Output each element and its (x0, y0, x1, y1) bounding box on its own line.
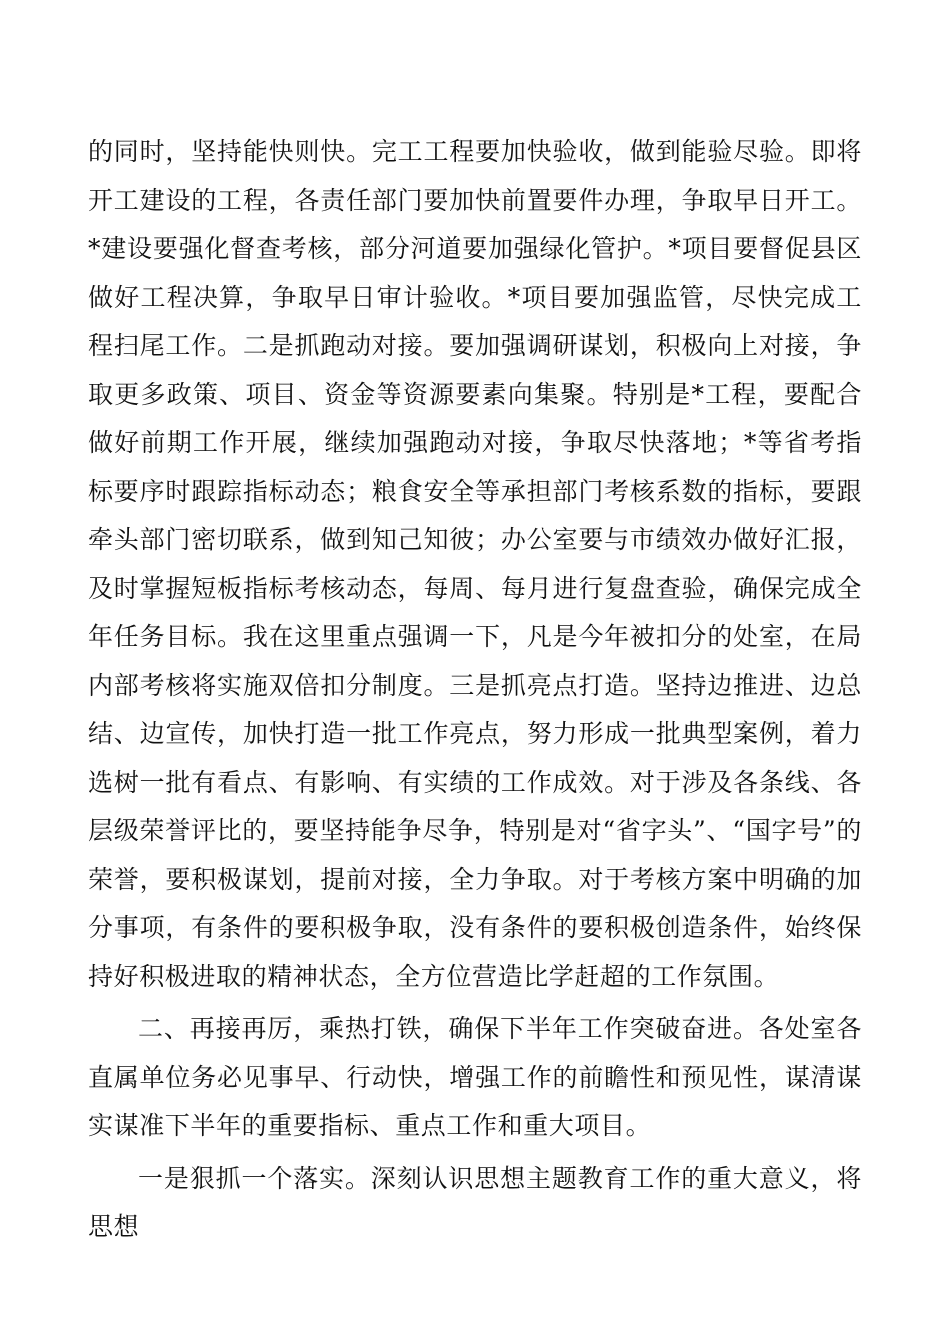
paragraph-point-one: 一是狠抓一个落实。深刻认识思想主题教育工作的重大意义，将思想 (88, 1163, 862, 1241)
paragraph-continued: 的同时，坚持能快则快。完工工程要加快验收，做到能验尽验。即将开工建设的工程，各责任部门要加快前置要件办理，争取早日开工。*建设要强化督查考核，部分河道要加强绿化管护。*项目要督促县区做好工程决算，争取早日审计验收。*项目要加强监管，尽快完成工程扫尾工作。二是抓跑动对接。要加强调研谋划，积极向上对接，争取更多政策、项目、资金等资源要素向集聚。特别是*工程，要配合做好前期工作开展，继续加强跑动对接，争取尽快落地；*等省考指标要序时跟踪指标动态；粮食安全等承担部门考核系数的指标，要跟牵头部门密切联系，做到知己知彼；办公室要与市绩效办做好汇报，及时掌握短板指标考核动态，每周、每月进行复盘查验，确保完成全年任务目标。我在这里重点强调一下，凡是今年被扣分的处室，在局内部考核将实施双倍扣分制度。三是抓亮点打造。坚持边推进、边总结、边宣传，加快打造一批工作亮点，努力形成一批典型案例，着力选树一批有看点、有影响、有实绩的工作成效。对于涉及各条线、各层级荣誉评比的，要坚持能争尽争，特别是对“省字头”、“国字号”的荣誉，要积极谋划，提前对接，全力争取。对于考核方案中明确的加分事项，有条件的要积极争取，没有条件的要积极创造条件，始终保持好积极进取的精神状态，全方位营造比学赶超的工作氛围。 (88, 137, 862, 991)
document-body (88, 128, 862, 1252)
paragraph-section-two: 二、再接再厉，乘热打铁，确保下半年工作突破奋进。各处室各直属单位务必见事早、行动快，增强工作的前瞻性和预见性，谋清谋实谋准下半年的重要指标、重点工作和重大项目。 (88, 1014, 862, 1140)
